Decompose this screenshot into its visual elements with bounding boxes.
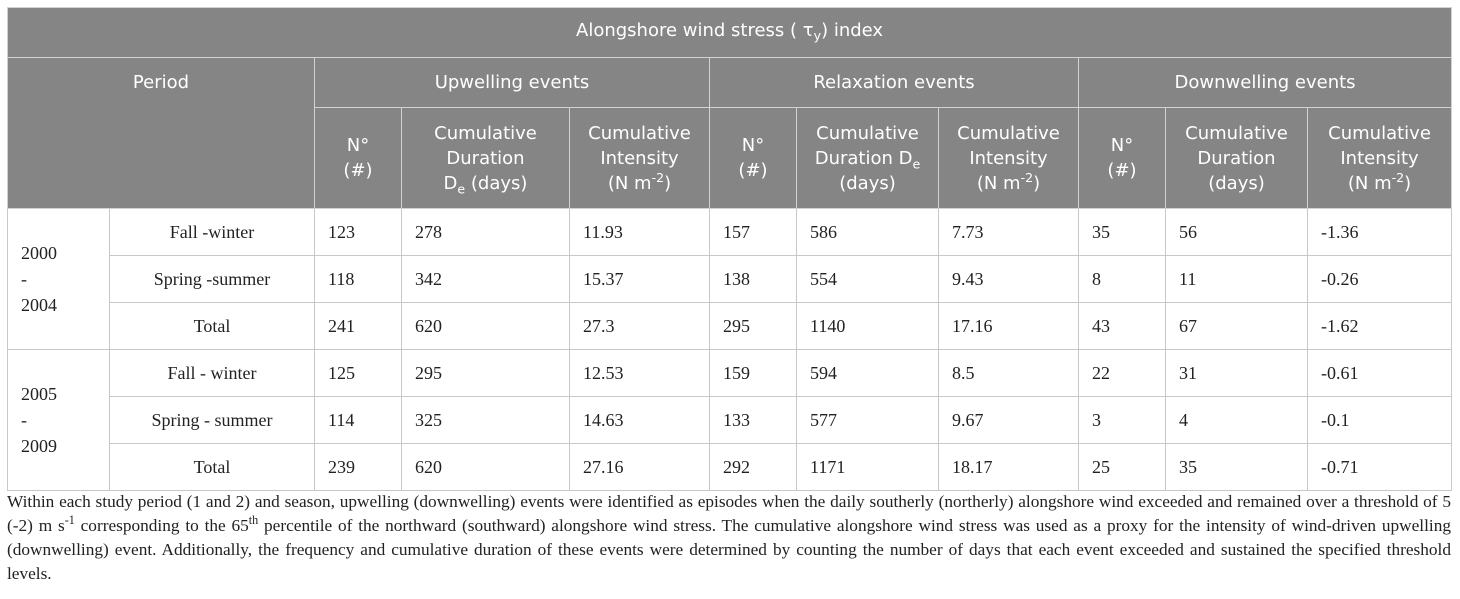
table-cell: 27.16 xyxy=(570,444,710,491)
table-cell: 114 xyxy=(315,397,402,444)
season-cell: Spring - summer xyxy=(110,397,315,444)
table-cell: 25 xyxy=(1079,444,1166,491)
downwelling-intensity-header: Cumulative Intensity (N $m^{-2}$) xyxy=(1308,108,1452,209)
table-cell: 22 xyxy=(1079,350,1166,397)
table-cell: 1140 xyxy=(797,303,939,350)
table-cell: 594 xyxy=(797,350,939,397)
table-cell: 27.3 xyxy=(570,303,710,350)
table-cell: 133 xyxy=(710,397,797,444)
upwelling-count-header: N° (#) xyxy=(315,108,402,209)
table-cell: 43 xyxy=(1079,303,1166,350)
table-cell: 295 xyxy=(710,303,797,350)
table-cell: 620 xyxy=(402,303,570,350)
table-cell: 118 xyxy=(315,256,402,303)
table-cell: 31 xyxy=(1166,350,1308,397)
table-row xyxy=(8,350,1452,397)
table-cell: 7.73 xyxy=(939,209,1079,256)
table-cell: 8 xyxy=(1079,256,1166,303)
table-cell: 35 xyxy=(1079,209,1166,256)
season-cell: Spring -summer xyxy=(110,256,315,303)
table-cell: 620 xyxy=(402,444,570,491)
downwelling-count-header: N° (#) xyxy=(1079,108,1166,209)
downwelling-duration-header: Cumulative Duration (days) xyxy=(1166,108,1308,209)
relaxation-count-header: N° (#) xyxy=(710,108,797,209)
table-cell: 56 xyxy=(1166,209,1308,256)
table-cell: 1171 xyxy=(797,444,939,491)
table-cell: -0.61 xyxy=(1308,350,1452,397)
table-cell: 586 xyxy=(797,209,939,256)
period-label: 2000 - 2004 xyxy=(8,209,110,350)
table-cell: 554 xyxy=(797,256,939,303)
table-cell: 17.16 xyxy=(939,303,1079,350)
upwelling-duration-header: Cumulative Duration $D_e$ (days) xyxy=(402,108,570,209)
table-cell: 292 xyxy=(710,444,797,491)
downwelling-header: Downwelling events xyxy=(1079,58,1452,108)
table-cell: 12.53 xyxy=(570,350,710,397)
table-cell: 157 xyxy=(710,209,797,256)
table-cell: 241 xyxy=(315,303,402,350)
table-cell: 138 xyxy=(710,256,797,303)
table-cell: 67 xyxy=(1166,303,1308,350)
table-cell: 125 xyxy=(315,350,402,397)
table-cell: 577 xyxy=(797,397,939,444)
table-cell: 9.43 xyxy=(939,256,1079,303)
period-header: Period xyxy=(8,58,315,209)
table-cell: 295 xyxy=(402,350,570,397)
season-cell: Total xyxy=(110,444,315,491)
table-cell: 325 xyxy=(402,397,570,444)
table-cell: 35 xyxy=(1166,444,1308,491)
table-cell: -0.1 xyxy=(1308,397,1452,444)
relaxation-duration-header: Cumulative Duration $D_e$ (days) xyxy=(797,108,939,209)
table-row xyxy=(8,209,1452,256)
table-cell: -1.62 xyxy=(1308,303,1452,350)
season-cell: Total xyxy=(110,303,315,350)
table-cell: 18.17 xyxy=(939,444,1079,491)
table-cell: -1.36 xyxy=(1308,209,1452,256)
table-cell: 159 xyxy=(710,350,797,397)
table-cell: -0.71 xyxy=(1308,444,1452,491)
table-cell: -0.26 xyxy=(1308,256,1452,303)
table-footnote: Within each study period (1 and 2) and season, upwelling (downwelling) events were identified as episodes when the daily southerly (northerly) alongshore wind exceeded and remained over a threshold of 5 (-2) m $s^{-1}$ corresponding to the 65th percentile of the northward (southward) alongshore wind stress. The cumulative alongshore wind stress was used as a proxy for the intensity of wind-driven upwelling (downwelling) event. Additionally, the frequency and cumulative duration of these events were determined by counting the number of days that each event exceeded and sustained the specified threshold levels. xyxy=(7,492,1451,583)
data-table-container xyxy=(7,7,1451,491)
upwelling-intensity-header: Cumulative Intensity (N $m^{-2}$) xyxy=(570,108,710,209)
relaxation-intensity-header: Cumulative Intensity (N $m^{-2}$) xyxy=(939,108,1079,209)
table-cell: 11 xyxy=(1166,256,1308,303)
table-row xyxy=(8,444,1452,491)
table-row xyxy=(8,397,1452,444)
season-cell: Fall -winter xyxy=(110,209,315,256)
table-cell: 11.93 xyxy=(570,209,710,256)
relaxation-header: Relaxation events xyxy=(710,58,1079,108)
table-cell: 15.37 xyxy=(570,256,710,303)
period-label: 2005 - 2009 xyxy=(8,350,110,491)
table-cell: 123 xyxy=(315,209,402,256)
table-cell: 8.5 xyxy=(939,350,1079,397)
table-cell: 278 xyxy=(402,209,570,256)
table-cell: 9.67 xyxy=(939,397,1079,444)
table-row xyxy=(8,303,1452,350)
table-cell: 239 xyxy=(315,444,402,491)
table-cell: 342 xyxy=(402,256,570,303)
season-cell: Fall - winter xyxy=(110,350,315,397)
table-title: Alongshore wind stress ( $\tau_y$) index xyxy=(8,8,1452,58)
table-row xyxy=(8,256,1452,303)
table-cell: 3 xyxy=(1079,397,1166,444)
table-cell: 14.63 xyxy=(570,397,710,444)
upwelling-header: Upwelling events xyxy=(315,58,710,108)
table-cell: 4 xyxy=(1166,397,1308,444)
wind-stress-table xyxy=(7,7,1452,491)
